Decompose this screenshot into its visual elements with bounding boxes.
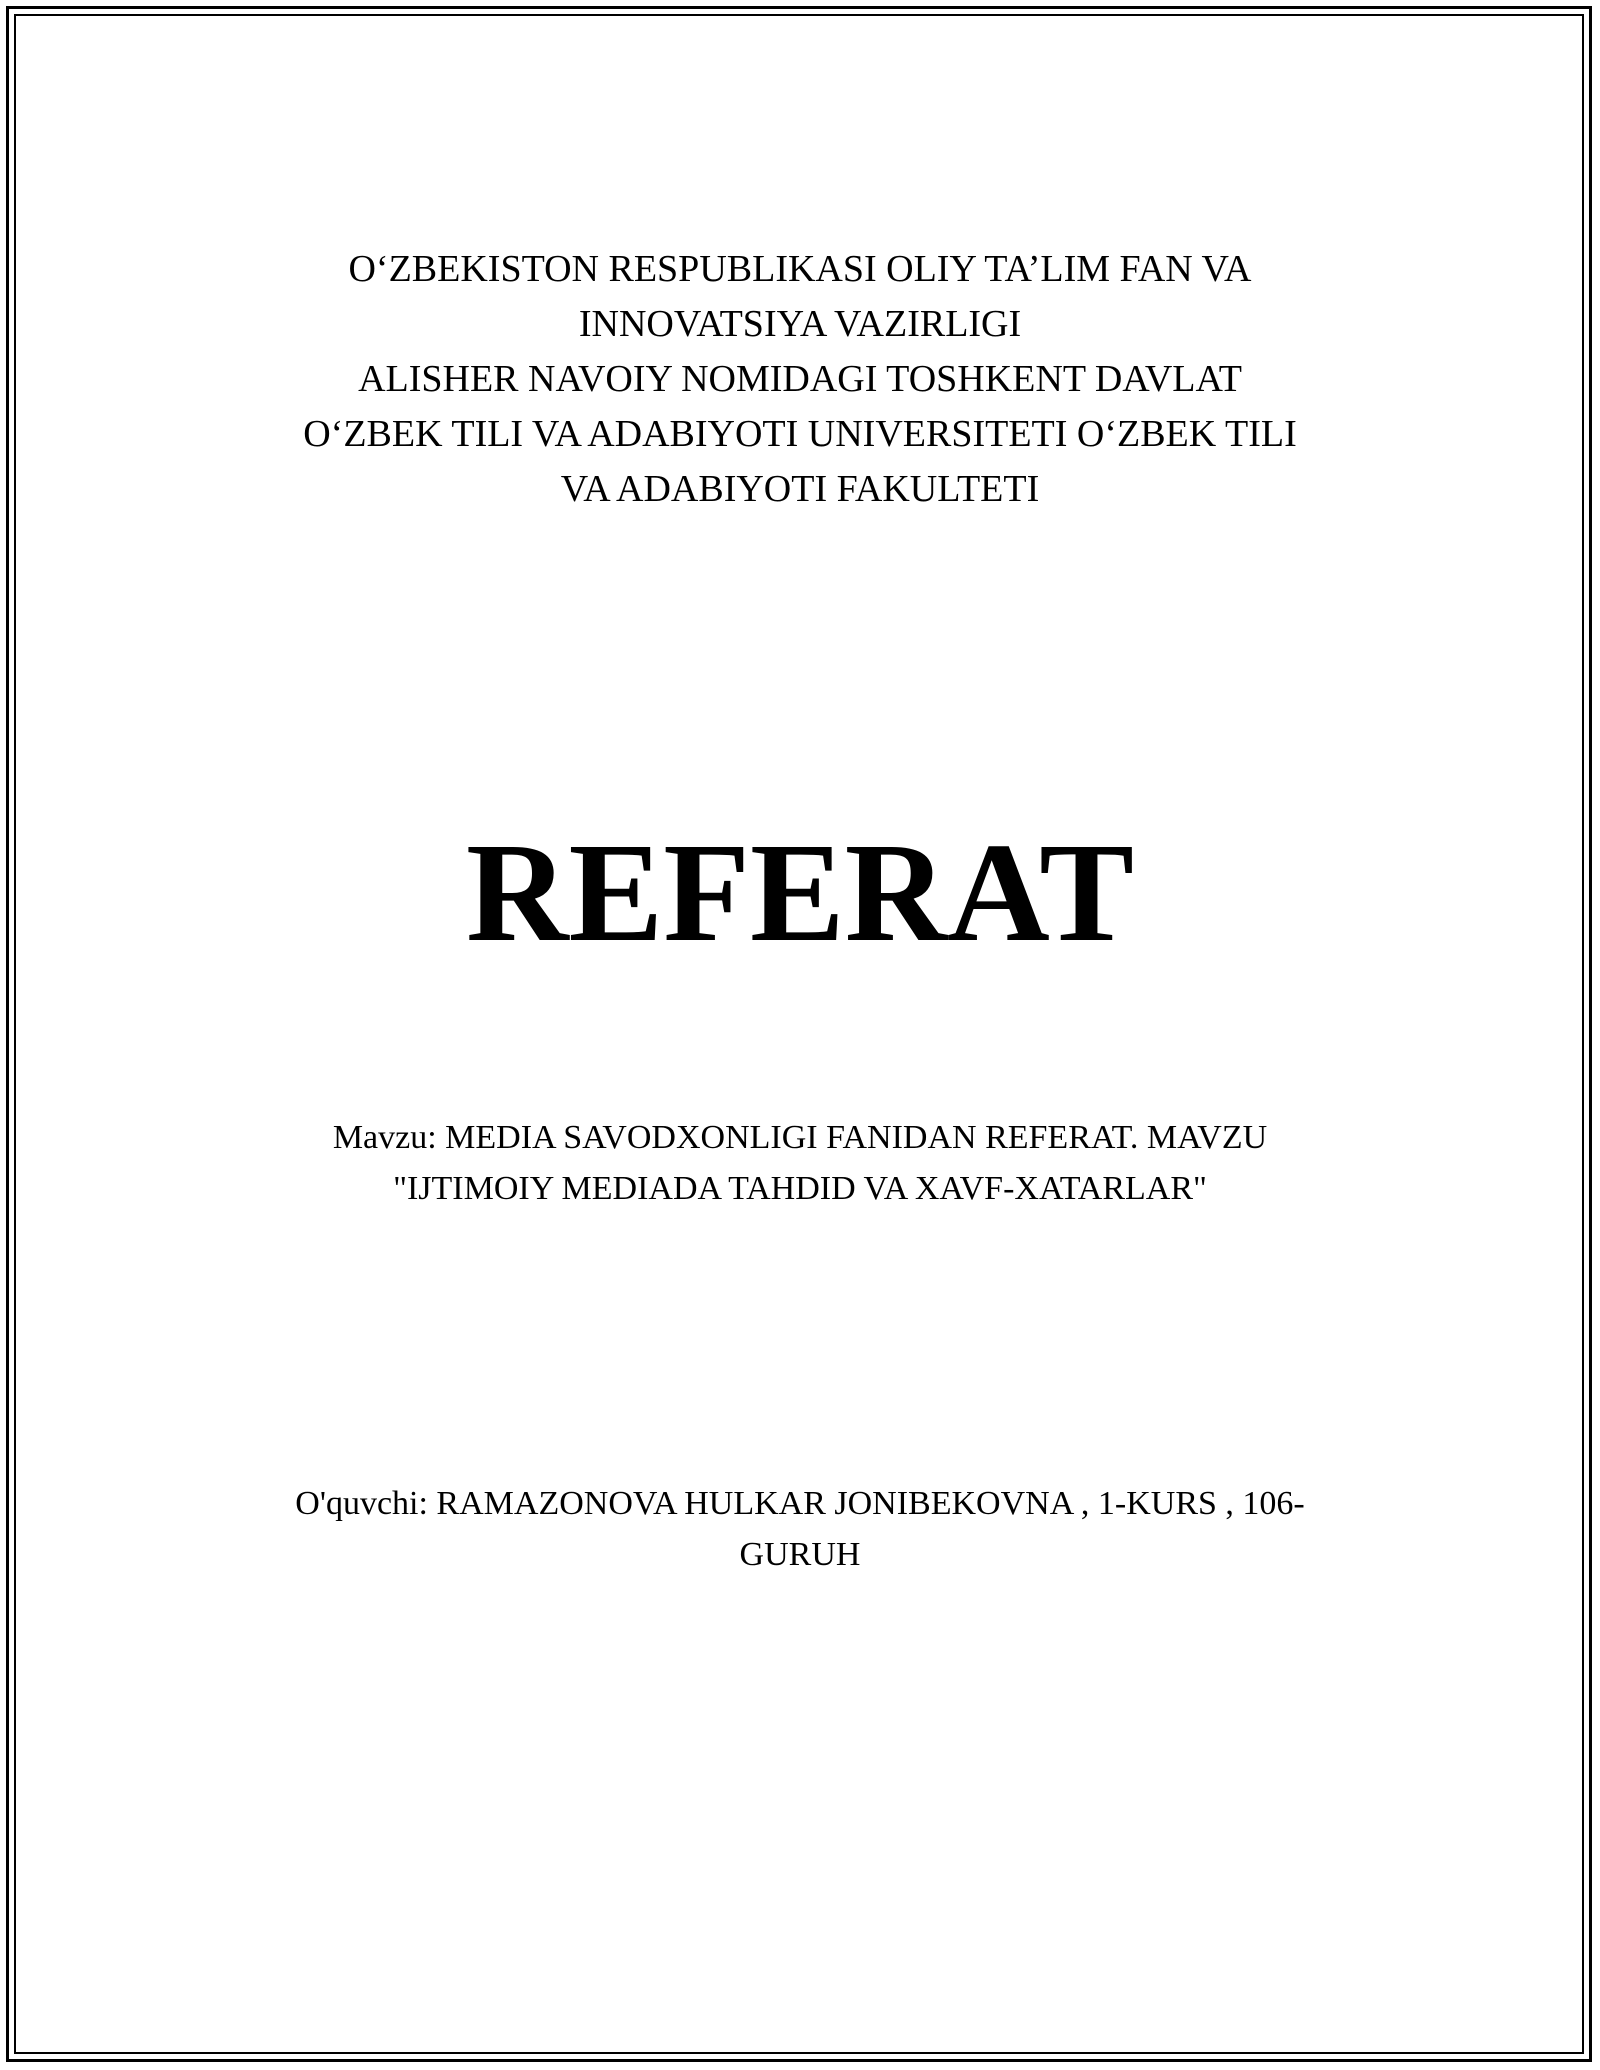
document-title: REFERAT	[466, 813, 1134, 971]
topic-line-2: "IJTIMOIY MEDIADA TAHDID VA XAVF-XATARLAR"	[393, 1170, 1207, 1207]
student-line-2: GURUH	[739, 1536, 861, 1573]
institution-header	[0, 242, 1600, 517]
header-line-ministry: O‘ZBEKISTON RESPUBLIKASI OLIY TA’LIM FAN VA	[348, 248, 1252, 290]
header-line-ministry-cont: INNOVATSIYA VAZIRLIGI	[578, 303, 1022, 345]
student-block	[0, 1478, 1600, 1580]
student-line-1: O'quvchi: RAMAZONOVA HULKAR JONIBEKOVNA , 1-KURS , 106-	[295, 1485, 1305, 1522]
topic-line-1: Mavzu: MEDIA SAVODXONLIGI FANIDAN REFERAT. MAVZU	[332, 1119, 1268, 1156]
header-line-faculty: VA ADABIYOTI FAKULTETI	[560, 468, 1040, 510]
header-line-university-cont: O‘ZBEK TILI VA ADABIYOTI UNIVERSITETI O‘ZBEK TILI	[303, 413, 1297, 455]
topic-block	[0, 1112, 1600, 1214]
header-line-university: ALISHER NAVOIY NOMIDAGI TOSHKENT DAVLAT	[358, 358, 1242, 400]
